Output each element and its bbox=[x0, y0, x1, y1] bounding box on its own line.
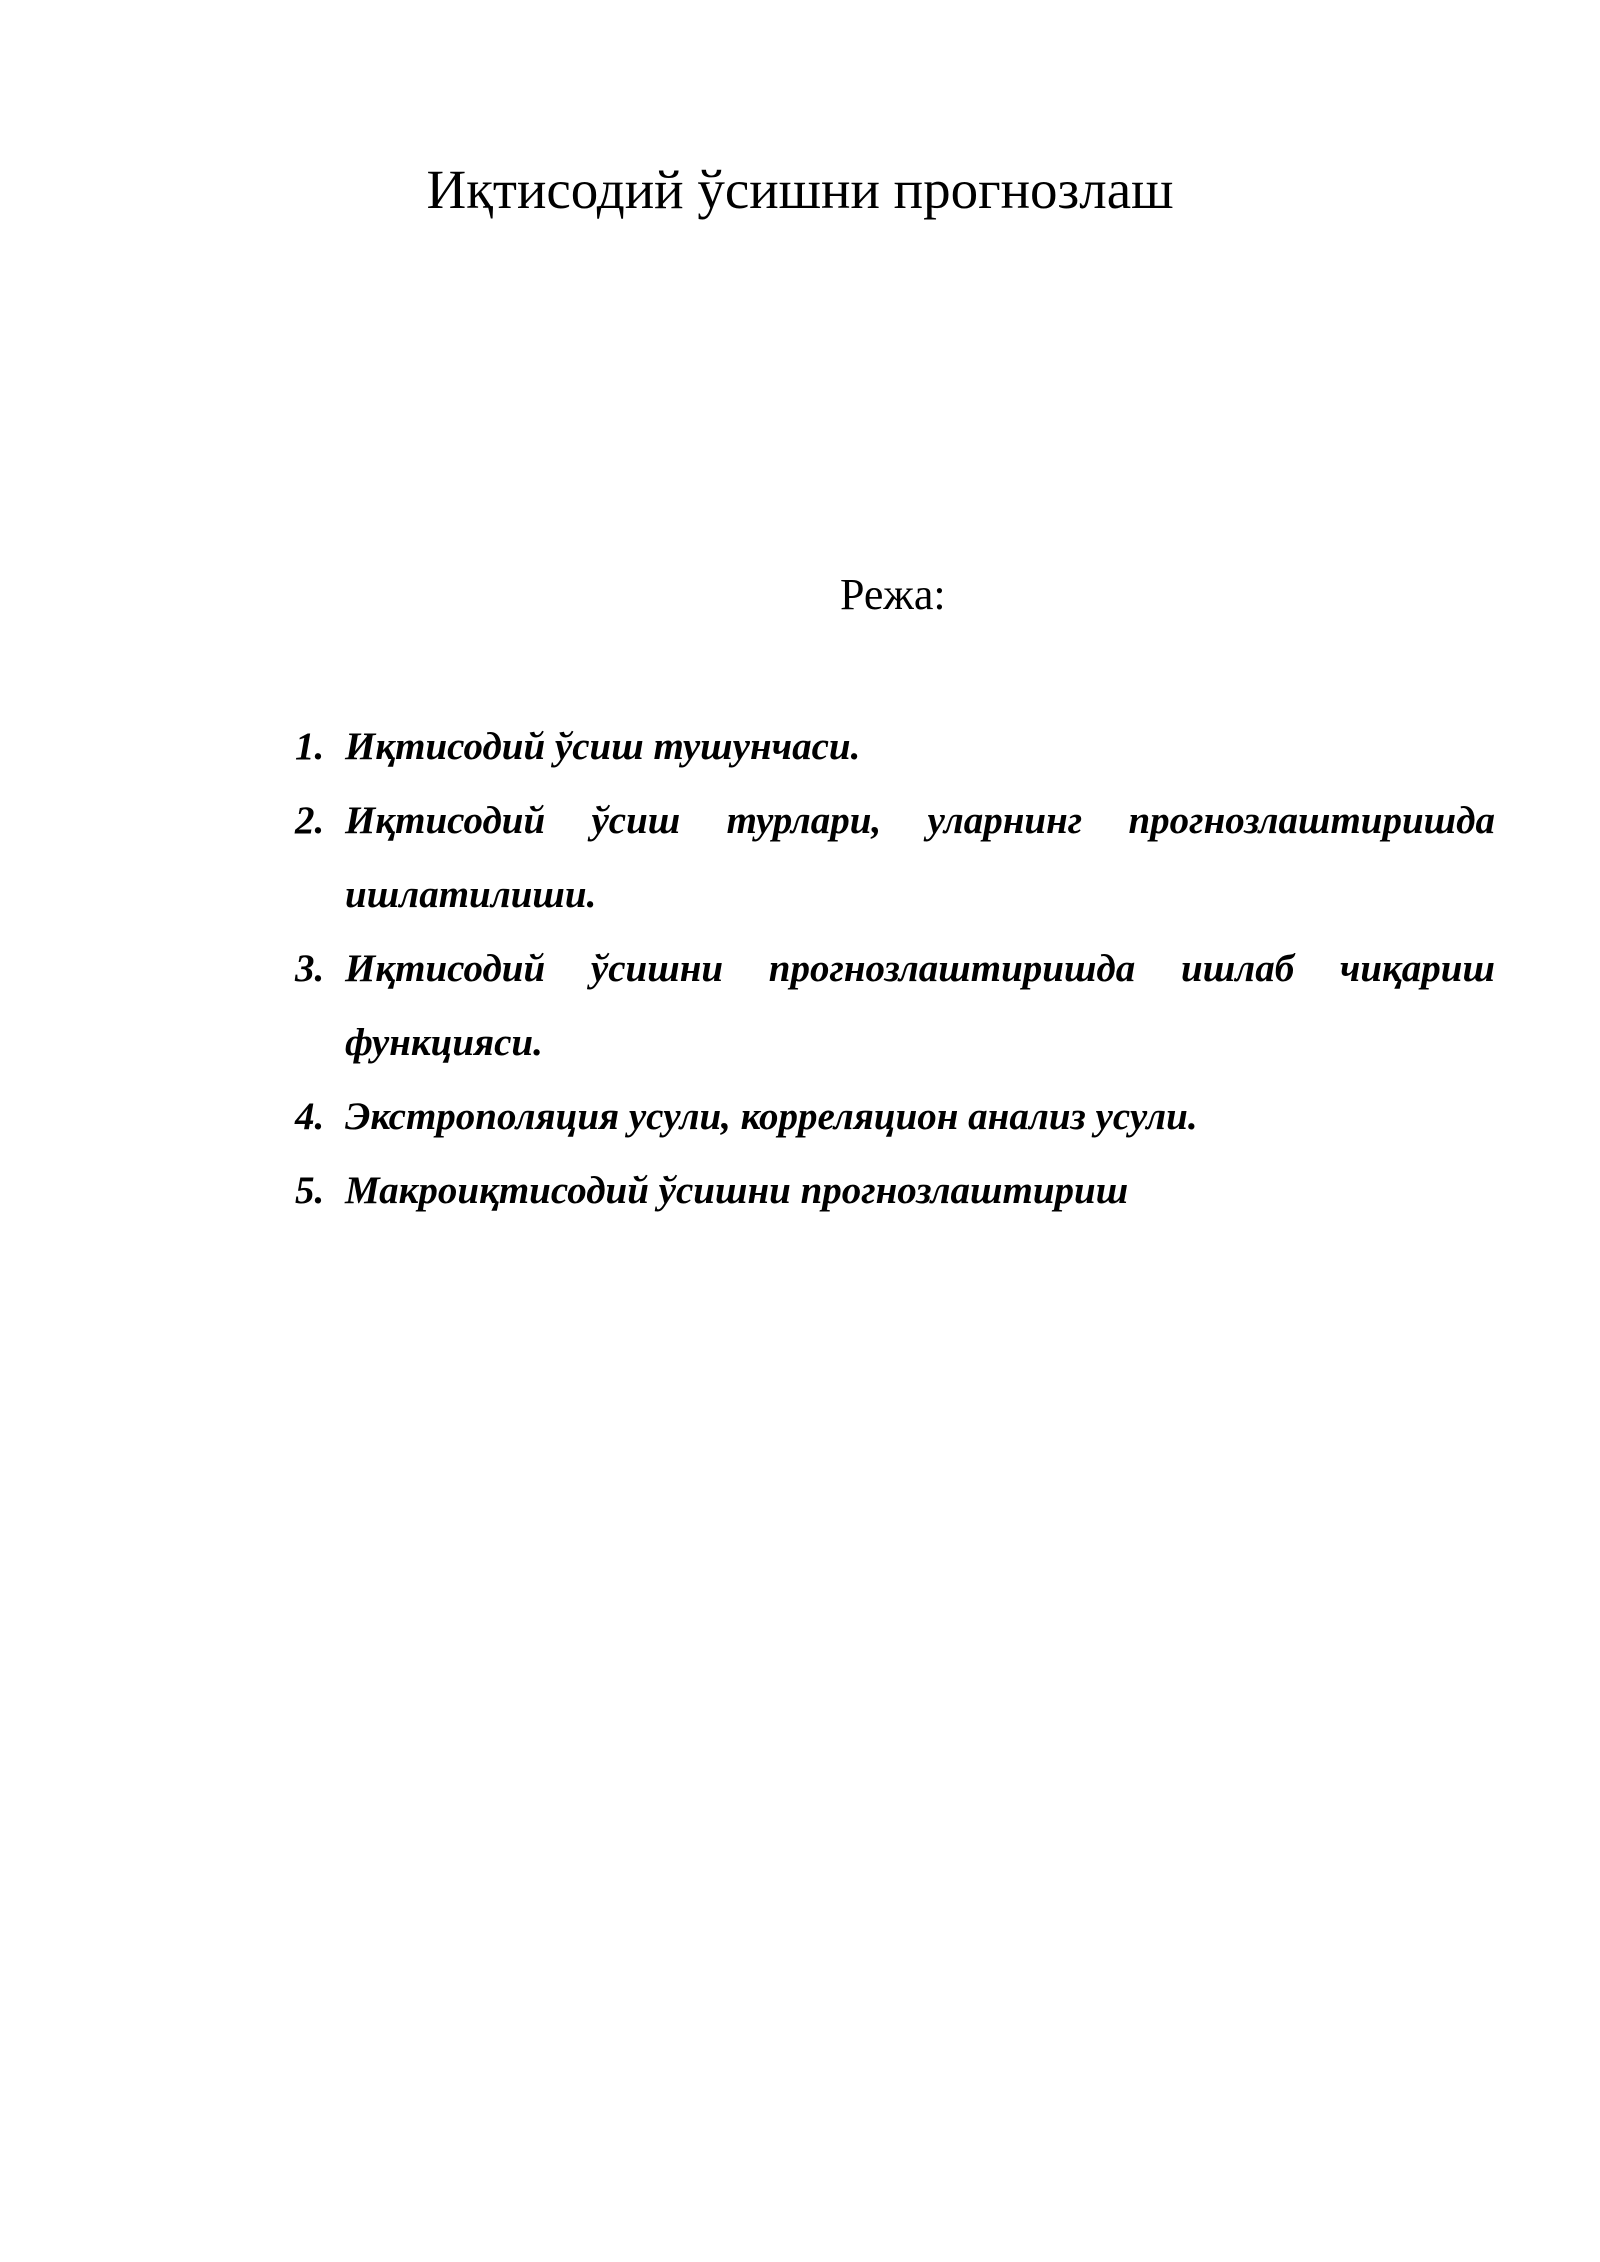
plan-item-text: Иқтисодий ўсиш тушунчаси. bbox=[345, 725, 861, 768]
plan-item-number: 4. bbox=[295, 1095, 325, 1138]
plan-item-text: Иқтисодий ўсиш турлари, уларнинг прогнозлаштиришда ишлатилиши. bbox=[345, 799, 1495, 916]
plan-item-1 bbox=[295, 710, 1495, 784]
plan-heading: Режа: bbox=[840, 570, 946, 619]
plan-item-text: Иқтисодий ўсишни прогнозлаштиришда ишлаб чиқариш функцияси. bbox=[345, 947, 1495, 1064]
document-title: Иқтисодий ўсишни прогнозлаш bbox=[426, 159, 1174, 220]
plan-item-number: 2. bbox=[295, 799, 325, 842]
plan-item-text: Макроиқтисодий ўсишни прогнозлаштириш bbox=[345, 1169, 1129, 1212]
plan-item-text: Экстрополяция усули, корреляцион анализ усули. bbox=[345, 1095, 1198, 1138]
plan-item-2 bbox=[295, 784, 1495, 932]
plan-item-number: 5. bbox=[295, 1169, 325, 1212]
plan-item-number: 1. bbox=[295, 725, 325, 768]
plan-list bbox=[295, 710, 1495, 1228]
plan-item-3 bbox=[295, 932, 1495, 1080]
plan-item-5 bbox=[295, 1154, 1495, 1228]
plan-item-4 bbox=[295, 1080, 1495, 1154]
plan-item-number: 3. bbox=[295, 947, 325, 990]
